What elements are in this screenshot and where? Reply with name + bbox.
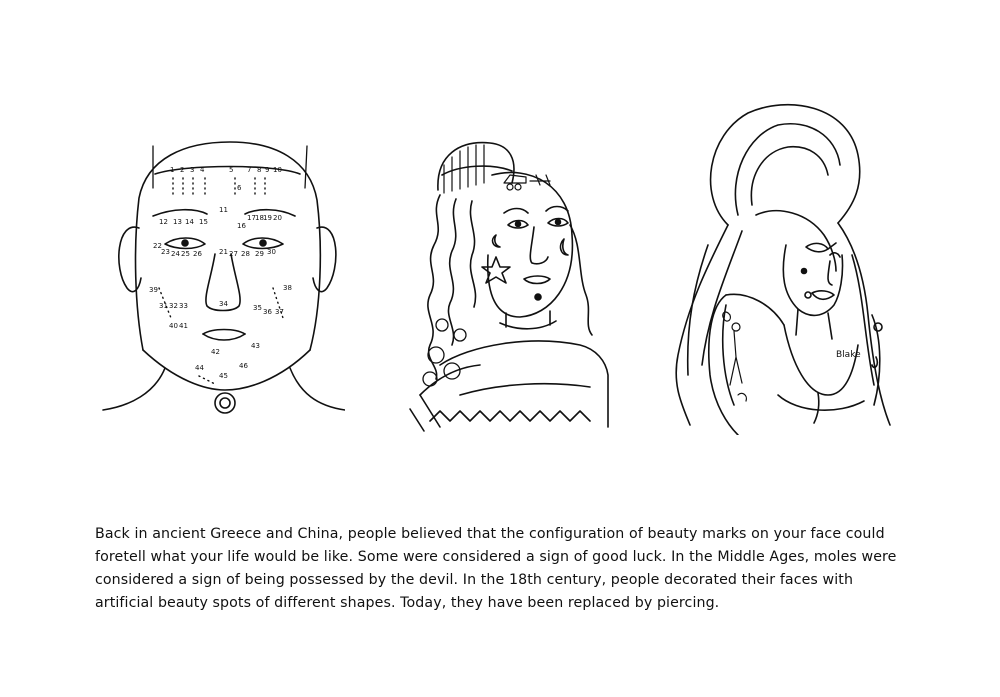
svg-text:28: 28 (241, 250, 250, 258)
svg-text:15: 15 (199, 218, 208, 226)
svg-text:23: 23 (161, 248, 170, 256)
svg-text:19: 19 (263, 214, 272, 222)
beauty-spots-woman-illustration (400, 135, 615, 435)
svg-text:12: 12 (159, 218, 168, 226)
svg-text:42: 42 (211, 348, 220, 356)
svg-text:16: 16 (237, 222, 246, 230)
svg-text:26: 26 (193, 250, 202, 258)
svg-text:46: 46 (239, 362, 248, 370)
svg-text:25: 25 (181, 250, 190, 258)
svg-text:11: 11 (219, 206, 228, 214)
pierced-woman-with-tattoos-illustration (668, 95, 898, 435)
svg-text:32: 32 (169, 302, 178, 310)
chest-tattoo-text: Blake (836, 350, 861, 360)
svg-text:44: 44 (195, 364, 204, 372)
svg-text:35: 35 (253, 304, 262, 312)
svg-text:41: 41 (179, 322, 188, 330)
svg-text:9: 9 (265, 166, 270, 174)
svg-text:21: 21 (219, 248, 228, 256)
svg-text:40: 40 (169, 322, 178, 330)
svg-text:29: 29 (255, 250, 264, 258)
svg-text:45: 45 (219, 372, 228, 380)
svg-text:24: 24 (171, 250, 180, 258)
svg-text:31: 31 (159, 302, 168, 310)
svg-text:17: 17 (247, 214, 256, 222)
svg-text:34: 34 (219, 300, 228, 308)
svg-text:18: 18 (255, 214, 264, 222)
beauty-mark-map-face-illustration (95, 128, 345, 428)
svg-text:3: 3 (190, 166, 195, 174)
svg-text:8: 8 (257, 166, 262, 174)
svg-text:5: 5 (229, 166, 234, 174)
svg-text:1: 1 (170, 166, 175, 174)
svg-text:10: 10 (273, 166, 282, 174)
svg-text:39: 39 (149, 286, 158, 294)
svg-text:43: 43 (251, 342, 260, 350)
svg-text:2: 2 (180, 166, 185, 174)
svg-text:7: 7 (247, 166, 252, 174)
svg-text:36: 36 (263, 308, 272, 316)
svg-text:6: 6 (237, 184, 242, 192)
svg-text:37: 37 (275, 308, 284, 316)
svg-text:14: 14 (185, 218, 194, 226)
svg-text:27: 27 (229, 250, 238, 258)
svg-text:4: 4 (200, 166, 205, 174)
svg-text:13: 13 (173, 218, 182, 226)
svg-text:38: 38 (283, 284, 292, 292)
svg-text:22: 22 (153, 242, 162, 250)
svg-text:30: 30 (267, 248, 276, 256)
caption-text: Back in ancient Greece and China, people believed that the configuration of beauty marks on your face could foretell what your life would be like. Some were considered a sign of good luck. In the Middle Ages, moles were considered a sign of being possessed by the devil. In the 18th century, people decorated their faces with artificial beauty spots of different shapes. Today, they have been replaced by piercing. (95, 526, 897, 612)
svg-text:33: 33 (179, 302, 188, 310)
svg-text:20: 20 (273, 214, 282, 222)
